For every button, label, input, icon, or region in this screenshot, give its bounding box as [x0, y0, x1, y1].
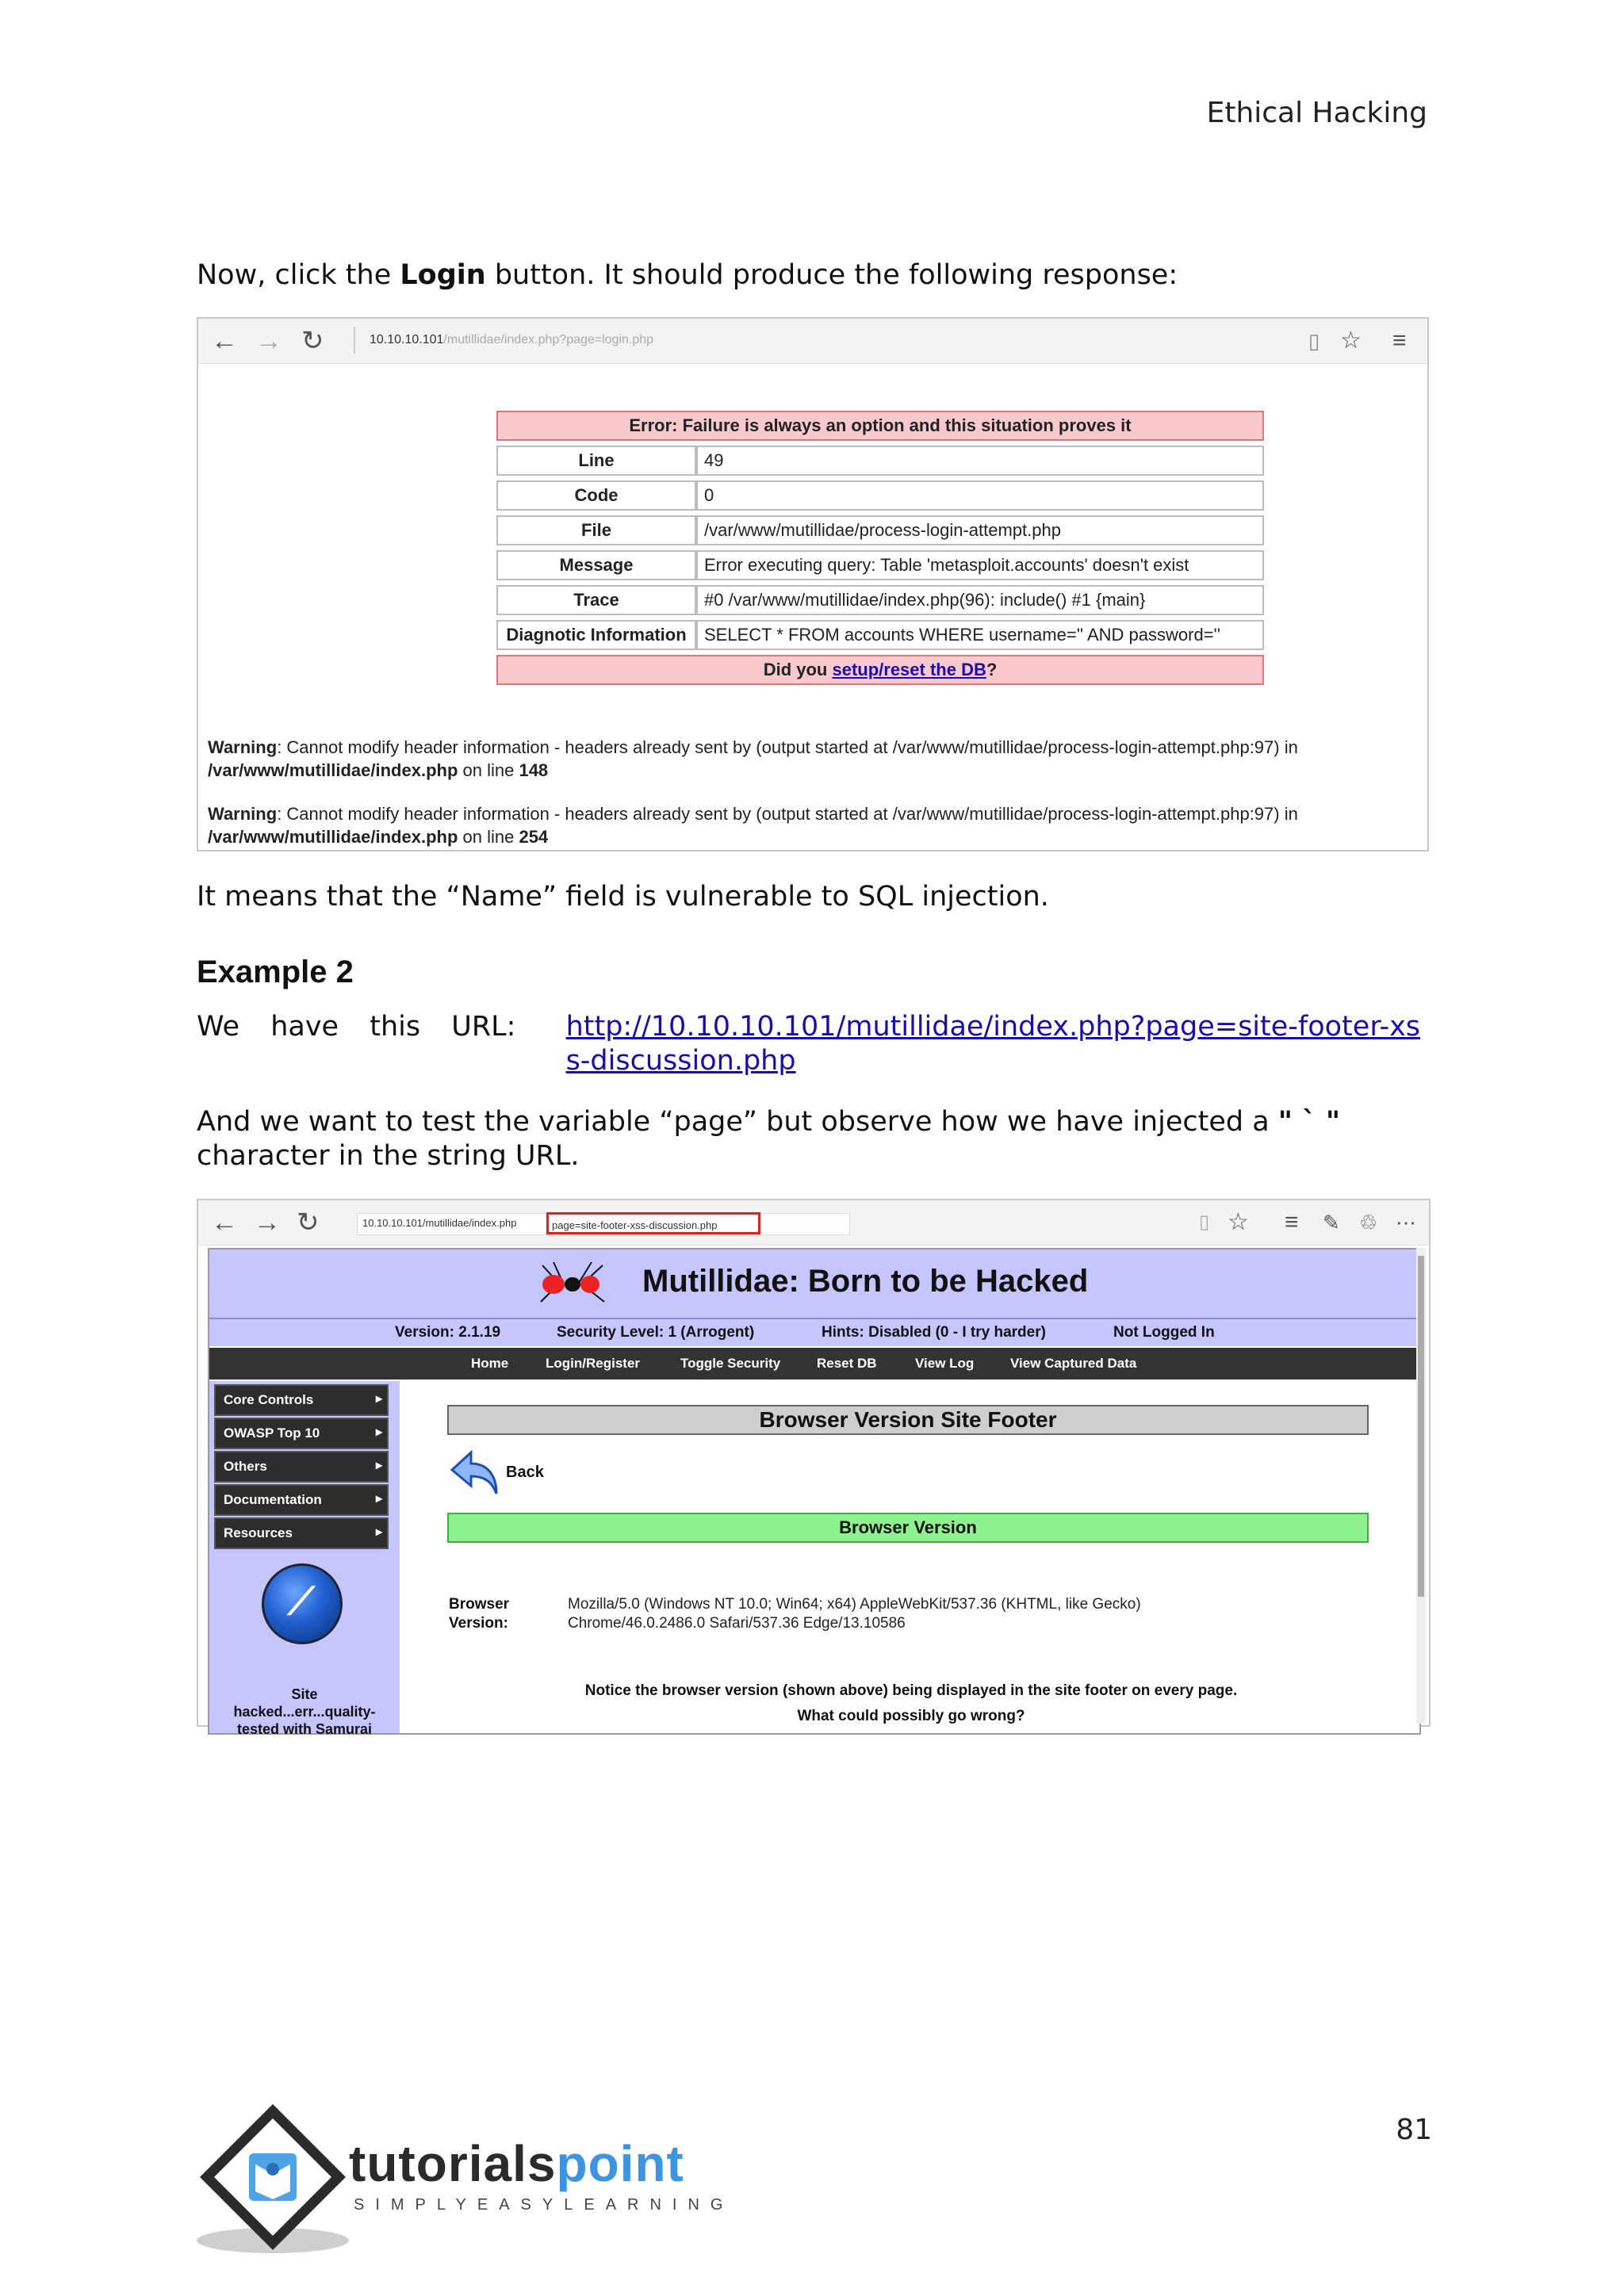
hub-menu-icon[interactable]: ≡ [1392, 327, 1407, 354]
sidebar-item-others[interactable]: Others ▸ [214, 1451, 389, 1483]
highlighted-url-param: page=site-footer-xss-discussion.php [546, 1212, 760, 1234]
error-row: Code 0 [496, 480, 1264, 511]
share-icon[interactable]: ♲ [1359, 1211, 1378, 1234]
back-link[interactable]: Back [506, 1464, 544, 1481]
hub-menu-icon[interactable]: ≡ [1285, 1209, 1299, 1235]
paragraph-inject: And we want to test the variable “page” but observe how we have injected a " ` " character in the string URL. [197, 1106, 1341, 1172]
menu-reset-db[interactable]: Reset DB [817, 1356, 877, 1371]
running-header: Ethical Hacking [1206, 97, 1427, 129]
browser-version-label: Browser Version: [449, 1596, 510, 1632]
scrollbar[interactable] [1416, 1248, 1426, 1724]
sidebar-item-core-controls[interactable]: Core Controls ▸ [214, 1384, 389, 1416]
section-title-bar: Browser Version Site Footer [447, 1405, 1369, 1435]
login-status-label: Not Logged In [1113, 1324, 1215, 1341]
hints-label: Hints: Disabled (0 - I try harder) [822, 1324, 1046, 1341]
tutorialspoint-logo [193, 2101, 733, 2260]
sidebar-item-documentation[interactable]: Documentation ▸ [214, 1484, 389, 1516]
chevron-right-icon: ▸ [375, 1459, 382, 1472]
error-row: File /var/www/mutillidae/process-login-attempt.php [496, 515, 1264, 545]
chevron-right-icon: ▸ [375, 1392, 382, 1406]
notice-line-2: What could possibly go wrong? [797, 1708, 1025, 1724]
forward-arrow-icon[interactable]: → [254, 1207, 281, 1238]
refresh-icon[interactable]: ↻ [297, 1207, 320, 1238]
menu-login-register[interactable]: Login/Register [546, 1356, 641, 1371]
side-caption-line-1: Site [291, 1686, 318, 1702]
ant-logo-icon [534, 1259, 611, 1311]
para-text: button. It should produce the following response: [485, 259, 1178, 291]
paragraph-url [197, 1010, 1427, 1078]
browser-toolbar [198, 1200, 1429, 1246]
menu-home[interactable]: Home [471, 1356, 509, 1371]
forward-arrow-icon[interactable]: → [255, 326, 282, 356]
error-row: Line 49 [496, 446, 1264, 476]
site-title: Mutillidae: Born to be Hacked [642, 1264, 1089, 1299]
menu-toggle-security[interactable]: Toggle Security [680, 1356, 781, 1371]
refresh-icon[interactable]: ↻ [301, 326, 324, 356]
error-table [496, 406, 1264, 690]
more-icon[interactable]: ⋯ [1396, 1211, 1416, 1234]
browser-version-bar: Browser Version [447, 1513, 1369, 1543]
sidebar-item-owasp-top-10[interactable]: OWASP Top 10 ▸ [214, 1418, 389, 1449]
favorite-star-icon[interactable]: ☆ [1228, 1209, 1249, 1235]
top-menu [209, 1348, 1419, 1380]
chevron-right-icon: ▸ [375, 1425, 382, 1439]
menu-view-log[interactable]: View Log [915, 1356, 975, 1371]
main-content [403, 1381, 1419, 1733]
url-line [197, 1010, 1427, 1078]
para-text: We have this URL: [197, 1011, 547, 1043]
back-arrow-icon[interactable]: ← [211, 326, 238, 356]
error-title: Error: Failure is always an option and this situation proves it [496, 411, 1264, 441]
screenshot-mutillidae [197, 1199, 1431, 1737]
address-bar[interactable] [370, 333, 653, 347]
address-bar[interactable] [357, 1213, 850, 1235]
section-heading: Example 2 [197, 955, 354, 989]
side-caption-line-2: hacked...err...quality- [233, 1704, 376, 1720]
favorite-star-icon[interactable]: ☆ [1340, 327, 1362, 354]
page-number: 81 [1396, 2114, 1432, 2146]
menu-view-captured-data[interactable]: View Captured Data [1010, 1356, 1137, 1371]
logo-diamond-icon [193, 2101, 368, 2260]
web-note-icon[interactable]: ✎ [1323, 1211, 1340, 1234]
side-caption-line-3: tested with Samurai [236, 1721, 373, 1737]
url-host: 10.10.10.101 [370, 333, 444, 346]
logo-tagline: SIMPLYEASYLEARNING [354, 2196, 734, 2214]
site-header [209, 1249, 1419, 1319]
did-you-row: Did you setup/reset the DB? [496, 655, 1264, 685]
logo-wordmark: tutorialspoint [349, 2135, 684, 2192]
screenshot-login-error [197, 317, 1429, 851]
paragraph-vulnerable: It means that the “Name” field is vulnerable to SQL injection. [197, 881, 1049, 913]
chevron-right-icon: ▸ [375, 1492, 382, 1506]
browser-toolbar [198, 319, 1427, 364]
para-bold-login: Login [400, 259, 486, 291]
back-arrow-icon[interactable]: ← [211, 1207, 238, 1238]
url-path: /mutillidae/index.php?page=login.php [443, 333, 654, 346]
mutillidae-page [208, 1248, 1421, 1735]
notice-line-1: Notice the browser version (shown above) being displayed in the site footer on every page. [584, 1682, 1238, 1699]
reading-view-icon[interactable]: ▯ [1308, 329, 1320, 353]
para-text: Now, click the [197, 259, 400, 291]
security-level-label: Security Level: 1 (Arrogent) [557, 1324, 755, 1341]
setup-reset-db-link[interactable]: setup/reset the DB [832, 660, 986, 679]
browser-version-value: Mozilla/5.0 (Windows NT 10.0; Win64; x64) AppleWebKit/537.36 (KHTML, like Gecko) Chrome/46.0.2486.0 Safari/537.36 Edge/13.10586 [568, 1596, 1141, 1632]
url-host: 10.10.10.101/mutillidae/index.php [362, 1217, 517, 1229]
para-bold-quote: " ` " [1277, 1106, 1341, 1138]
sidebar-item-resources[interactable]: Resources ▸ [214, 1517, 389, 1549]
status-bar [209, 1319, 1419, 1346]
warning-message-2: Warning: Cannot modify header information - headers already sent by (output started at /var/www/mutillidae/process-login-attempt.php:97) in /var/www/mutillidae/index.php on line 254 [208, 804, 1298, 847]
chevron-right-icon: ▸ [375, 1525, 382, 1539]
error-row: Message Error executing query: Table 'metasploit.accounts' doesn't exist [496, 550, 1264, 580]
error-row: Trace #0 /var/www/mutillidae/index.php(96): include() #1 {main} [496, 585, 1264, 615]
example-url-link[interactable]: http://10.10.10.101/mutillidae/index.php?page=site-footer-xss-discussion.php [565, 1011, 1421, 1077]
back-arrow-icon[interactable] [447, 1448, 503, 1502]
paragraph-login-instruction [197, 258, 1427, 293]
samurai-logo-icon: ⟋ [262, 1563, 343, 1644]
version-label: Version: 2.1.19 [395, 1324, 501, 1341]
sidebar [209, 1381, 400, 1737]
error-row: Diagnotic Information SELECT * FROM accounts WHERE username='' AND password='' [496, 620, 1264, 650]
warning-message-1: Warning: Cannot modify header information - headers already sent by (output started at /var/www/mutillidae/process-login-attempt.php:97) in /var/www/mutillidae/index.php on line 148 [208, 737, 1298, 780]
reading-view-icon[interactable]: ▯ [1199, 1211, 1210, 1233]
